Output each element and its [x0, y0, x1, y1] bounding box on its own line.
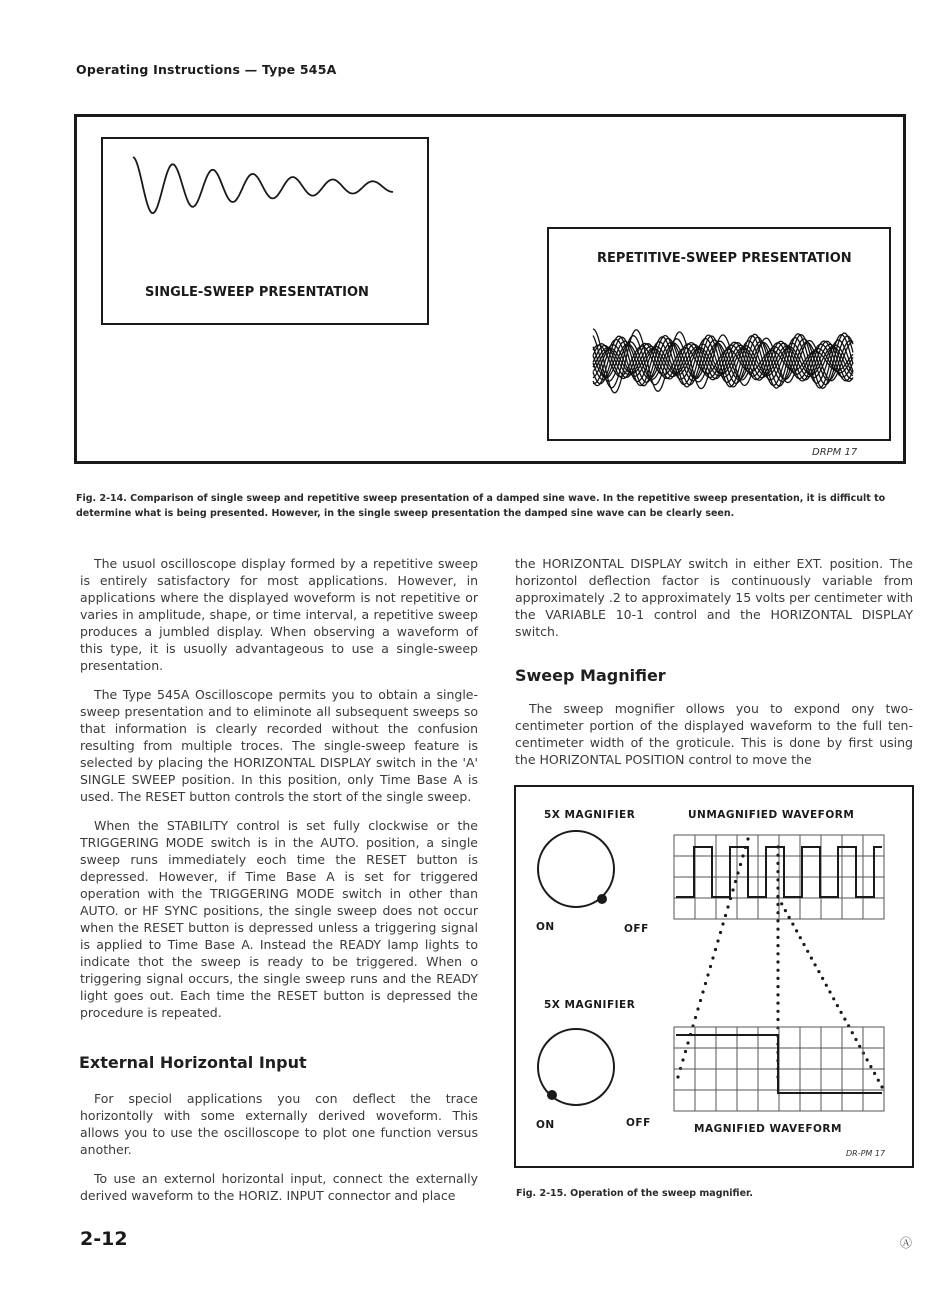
repetitive-sweep-panel: [547, 227, 891, 441]
fig14-signature: DRPM 17: [812, 447, 858, 458]
page-number: 2-12: [80, 1228, 128, 1250]
paragraph: the HORIZONTAL DISPLAY switch in either EXT. position. The horizontol deflection factor is continuously variable from approximately .2 to approximately 15 volts per centimeter with the VARIABLE 10-1 control and the HORIZONTAL DISPLAY switch.: [515, 556, 913, 639]
paragraph: The usuol oscilloscope display formed by a repetitive sweep is entirely satisfactory for most applications. However, in applications where the displayed woveform is not repetitive or varies in amplitude, shape, or time interval, a repetitive sweep produces a jumbled display. When observing a waveform of this type, it is usuolly advantageous to use a single-sweep presentation.: [80, 556, 478, 673]
running-header: Operating Instructions — Type 545A: [76, 62, 337, 77]
section-heading-sweep-magnifier: Sweep Magnifier: [515, 666, 666, 685]
fig15-signature: DR-PM 17: [846, 1149, 886, 1158]
paragraph: To use an externol horizontal input, connect the externally derived waveform to the HORIZ. INPUT connector and place: [80, 1171, 478, 1203]
right-column: [515, 555, 913, 652]
paragraph: When the STABILITY control is set fully clockwise or the TRIGGERING MODE switch is in the AUTO. position, a single sweep runs immediately eoch time the RESET button is depressed. However, if Time Base A is set for triggered operation with the TRIGGERING MODE switch in other than AUTO. or HF SYNC positions, the single sweep does not occur when the RESET button is depressed unless a triggering signal is applied to Time Base A. Instead the READY lamp lights to indicate thot the sweep is ready to be triggered. When o triggering signal occurs, the single sweep runs and the READY light goes out. Each time the RESET button is depressed the procedure is repeated.: [80, 818, 478, 1020]
on-label-top: ON: [536, 921, 555, 933]
on-label-bottom: ON: [536, 1119, 555, 1131]
paragraph: The Type 545A Oscilloscope permits you to obtain a single-sweep presentation and to eliminote all subsequent sweeps so that information is clearly recorded without the confusion resulting from multiple troces. The single-sweep feature is selected by placing the HORIZONTAL DISPLAY switch in the 'A' SINGLE SWEEP position. In this position, only Time Base A is used. The RESET button controls the stort of the single sweep.: [80, 687, 478, 804]
projection-dots: [676, 837, 883, 1088]
repetitive-sweep-label: REPETITIVE-SWEEP PRESENTATION: [597, 251, 852, 266]
single-sweep-panel: [101, 137, 429, 325]
magnifier-label-top: 5X MAGNIFIER: [544, 809, 636, 821]
paragraph: The sweep mognifier ollows you to expond ony two-centimeter portion of the displayed waveform to the full ten-centimeter width of the groticule. This is done by first using the HORIZONTAL POSITION control to move the: [515, 701, 913, 767]
magnified-label: MAGNIFIED WAVEFORM: [694, 1123, 842, 1135]
publisher-logo: Ⓐ: [900, 1236, 913, 1250]
off-label-top: OFF: [624, 923, 649, 935]
unmagnified-label: UNMAGNIFIED WAVEFORM: [688, 809, 855, 821]
off-label-bottom: OFF: [626, 1117, 651, 1129]
magnified-square-wave: [676, 1035, 882, 1093]
magnifier-diagram: [516, 787, 912, 1167]
knob-indicator-on: [547, 1090, 557, 1100]
fig14-caption: Fig. 2-14. Comparison of single sweep and repetitive sweep presentation of a damped sine wave. In the repetitive sweep presentation, it is difficult to determine what is being presented. However, in the single sweep presentation the damped sine wave can be clearly seen.: [76, 493, 886, 519]
jumbled-trace: [549, 229, 893, 443]
paragraph: For speciol applications you con deflect the trace horizontolly with some externally derived woveform. This allows you to use the oscilloscope to plot one function versus another.: [80, 1091, 478, 1157]
single-sweep-label: SINGLE-SWEEP PRESENTATION: [145, 285, 369, 300]
right-column-lower: [515, 700, 913, 780]
section-heading-external-horizontal: External Horizontal Input: [79, 1053, 307, 1072]
left-column: [80, 555, 478, 1033]
figure-2-14: [74, 114, 906, 464]
figure-2-15: [514, 785, 914, 1168]
knob-indicator-off: [597, 894, 607, 904]
magnifier-label-bottom: 5X MAGNIFIER: [544, 999, 636, 1011]
fig15-caption: Fig. 2-15. Operation of the sweep magnifier.: [516, 1188, 753, 1199]
left-column-lower: [80, 1090, 478, 1216]
